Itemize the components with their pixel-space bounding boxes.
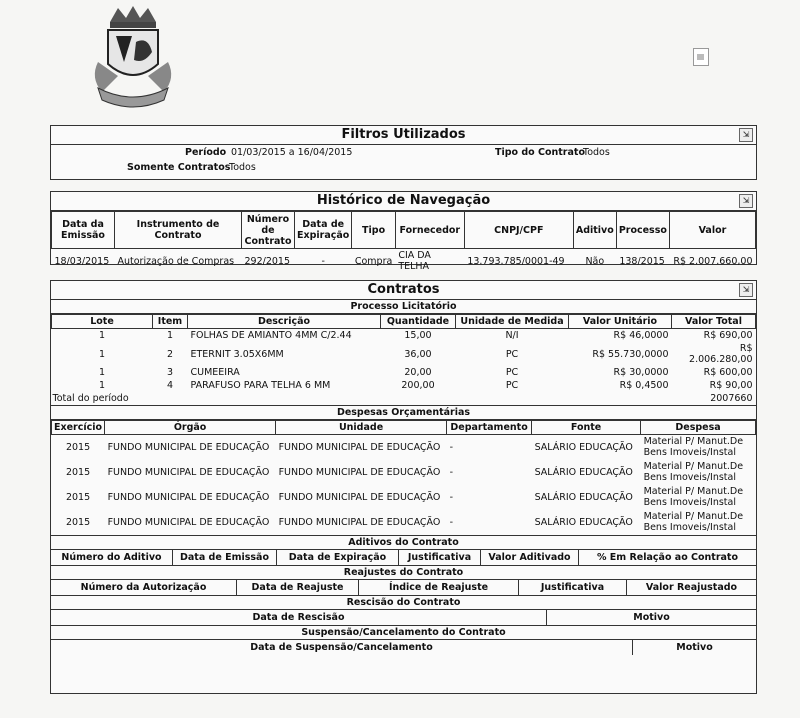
reajustes-title: Reajustes do Contrato <box>51 566 756 580</box>
col-header: Número do Aditivo <box>51 550 173 565</box>
suspensao-title: Suspensão/Cancelamento do Contrato <box>51 626 756 640</box>
table-row[interactable]: 1 4 PARAFUSO PARA TELHA 6 MM 200,00 PC R$ 0,4500 R$ 90,00 <box>98 380 753 391</box>
export-icon[interactable]: ⇲ <box>739 194 753 208</box>
tipo-contrato-label: Tipo do Contrato <box>495 147 585 158</box>
periodo-label: Período <box>185 147 227 158</box>
col-header: Número da Autorização <box>51 580 237 595</box>
col-header: Unidade <box>276 421 447 435</box>
itens-table <box>51 314 756 405</box>
col-header: Quantidade <box>381 315 456 329</box>
historico-header-row <box>52 212 756 249</box>
col-header: Valor <box>669 212 755 249</box>
rescisao-title: Rescisão do Contrato <box>51 596 756 610</box>
col-header: Exercício <box>52 421 105 435</box>
cell-numero: 292/2015 <box>244 255 291 267</box>
col-header: Lote <box>52 315 153 329</box>
col-header: Fonte <box>532 421 641 435</box>
itens-header-row <box>52 315 756 329</box>
col-header: Valor Aditivado <box>481 550 579 565</box>
table-row[interactable]: 1 2 ETERNIT 3.05X6MM 36,00 PC R$ 55.730,0000 R$ 2.006.280,00 <box>98 343 753 365</box>
despesas-table <box>51 420 756 535</box>
col-header: Motivo <box>676 641 713 653</box>
cell-data-emissao: 18/03/2015 <box>54 255 110 267</box>
total-label: Total do período <box>52 393 129 404</box>
table-row[interactable]: 1 3 CUMEEIRA 20,00 PC R$ 30,0000 R$ 600,00 <box>98 367 753 378</box>
col-header: Data de Rescisão <box>51 610 547 625</box>
municipal-crest-logo <box>88 2 178 110</box>
total-row <box>52 392 756 405</box>
despesas-header-row <box>52 421 756 435</box>
filtros-row-1 <box>51 145 756 160</box>
filtros-panel <box>50 125 757 180</box>
col-header: Fornecedor <box>395 212 464 249</box>
table-row[interactable]: 2015 FUNDO MUNICIPAL DE EDUCAÇÃO FUNDO MUNICIPAL DE EDUCAÇÃO - SALÁRIO EDUCAÇÃO Material P/ Manut.De Bens Imoveis/Instal <box>65 436 744 459</box>
historico-title: Histórico de Navegação ⇲ <box>51 192 756 211</box>
col-header: Índice de Reajuste <box>359 580 519 595</box>
col-header: Data de Expiração <box>295 212 352 249</box>
col-header: Instrumento de Contrato <box>115 212 242 249</box>
suspensao-header-row <box>51 640 756 655</box>
table-row[interactable]: 2015 FUNDO MUNICIPAL DE EDUCAÇÃO FUNDO MUNICIPAL DE EDUCAÇÃO - SALÁRIO EDUCAÇÃO Material P/ Manut.De Bens Imoveis/Instal <box>65 461 744 483</box>
table-row[interactable]: 2015 FUNDO MUNICIPAL DE EDUCAÇÃO FUNDO MUNICIPAL DE EDUCAÇÃO - SALÁRIO EDUCAÇÃO Material P/ Manut.De Bens Imoveis/Instal <box>65 511 744 533</box>
col-header: Data de Suspensão/Cancelamento <box>51 640 633 655</box>
contratos-panel <box>50 280 757 694</box>
col-header: Item <box>153 315 188 329</box>
somente-contratos-value: Todos <box>229 162 256 173</box>
col-header: Número de Contrato <box>242 212 295 249</box>
col-header: Unidade de Medida <box>456 315 569 329</box>
broken-image-icon <box>693 48 709 66</box>
table-row[interactable] <box>52 249 756 274</box>
col-header: Valor Reajustado <box>645 581 738 593</box>
col-header: CNPJ/CPF <box>464 212 573 249</box>
aditivos-title: Aditivos do Contrato <box>51 535 756 550</box>
col-header: Órgão <box>105 421 276 435</box>
cell-valor: R$ 2.007.660,00 <box>673 255 753 267</box>
col-header: Departamento <box>447 421 532 435</box>
cell-fornecedor: CIA DA TELHA <box>398 250 431 272</box>
rescisao-header-row <box>51 610 756 626</box>
cell-processo: 138/2015 <box>619 255 665 267</box>
filtros-row-2 <box>51 160 756 175</box>
cell-tipo: Compra <box>354 255 393 267</box>
col-header: Despesa <box>641 421 756 435</box>
export-icon[interactable]: ⇲ <box>739 283 753 297</box>
somente-contratos-label: Somente Contratos <box>127 162 231 173</box>
table-row[interactable]: 2015 FUNDO MUNICIPAL DE EDUCAÇÃO FUNDO MUNICIPAL DE EDUCAÇÃO - SALÁRIO EDUCAÇÃO Material P/ Manut.De Bens Imoveis/Instal <box>65 486 744 508</box>
processo-title: Processo Licitatório <box>51 300 756 314</box>
col-header: Processo <box>616 212 669 249</box>
periodo-value: 01/03/2015 a 16/04/2015 <box>231 147 353 158</box>
cell-instrumento: Autorização de Compras <box>117 255 235 267</box>
col-header: Tipo <box>352 212 395 249</box>
col-header: Valor Unitário <box>569 315 672 329</box>
cell-cnpj: 13.793.785/0001-49 <box>467 255 565 267</box>
col-header: Valor Total <box>672 315 756 329</box>
col-header: Data de Reajuste <box>237 580 359 595</box>
historico-table <box>51 211 756 273</box>
col-header: Data da Emissão <box>52 212 115 249</box>
cell-aditivo: Não <box>585 255 605 267</box>
historico-panel <box>50 191 757 272</box>
cell-expiracao: - <box>321 255 325 267</box>
contratos-title: Contratos ⇲ <box>51 281 756 300</box>
export-icon[interactable]: ⇲ <box>739 128 753 142</box>
despesas-title: Despesas Orçamentárias <box>51 405 756 420</box>
col-header: Aditivo <box>573 212 616 249</box>
col-header: % Em Relação ao Contrato <box>596 551 739 563</box>
col-header: Justificativa <box>399 550 481 565</box>
col-header: Data de Expiração <box>277 550 399 565</box>
table-row[interactable]: 1 1 FOLHAS DE AMIANTO 4MM C/2.44 15,00 N/I R$ 46,0000 R$ 690,00 <box>98 330 753 341</box>
tipo-contrato-value: Todos <box>583 147 610 158</box>
aditivos-header-row <box>51 550 756 566</box>
col-header: Data de Emissão <box>173 550 277 565</box>
total-value: 2007660 <box>710 393 753 404</box>
filtros-title: Filtros Utilizados ⇲ <box>51 126 756 145</box>
reajustes-header-row <box>51 580 756 596</box>
col-header: Descrição <box>188 315 381 329</box>
col-header: Justificativa <box>519 580 627 595</box>
col-header: Motivo <box>633 611 670 623</box>
